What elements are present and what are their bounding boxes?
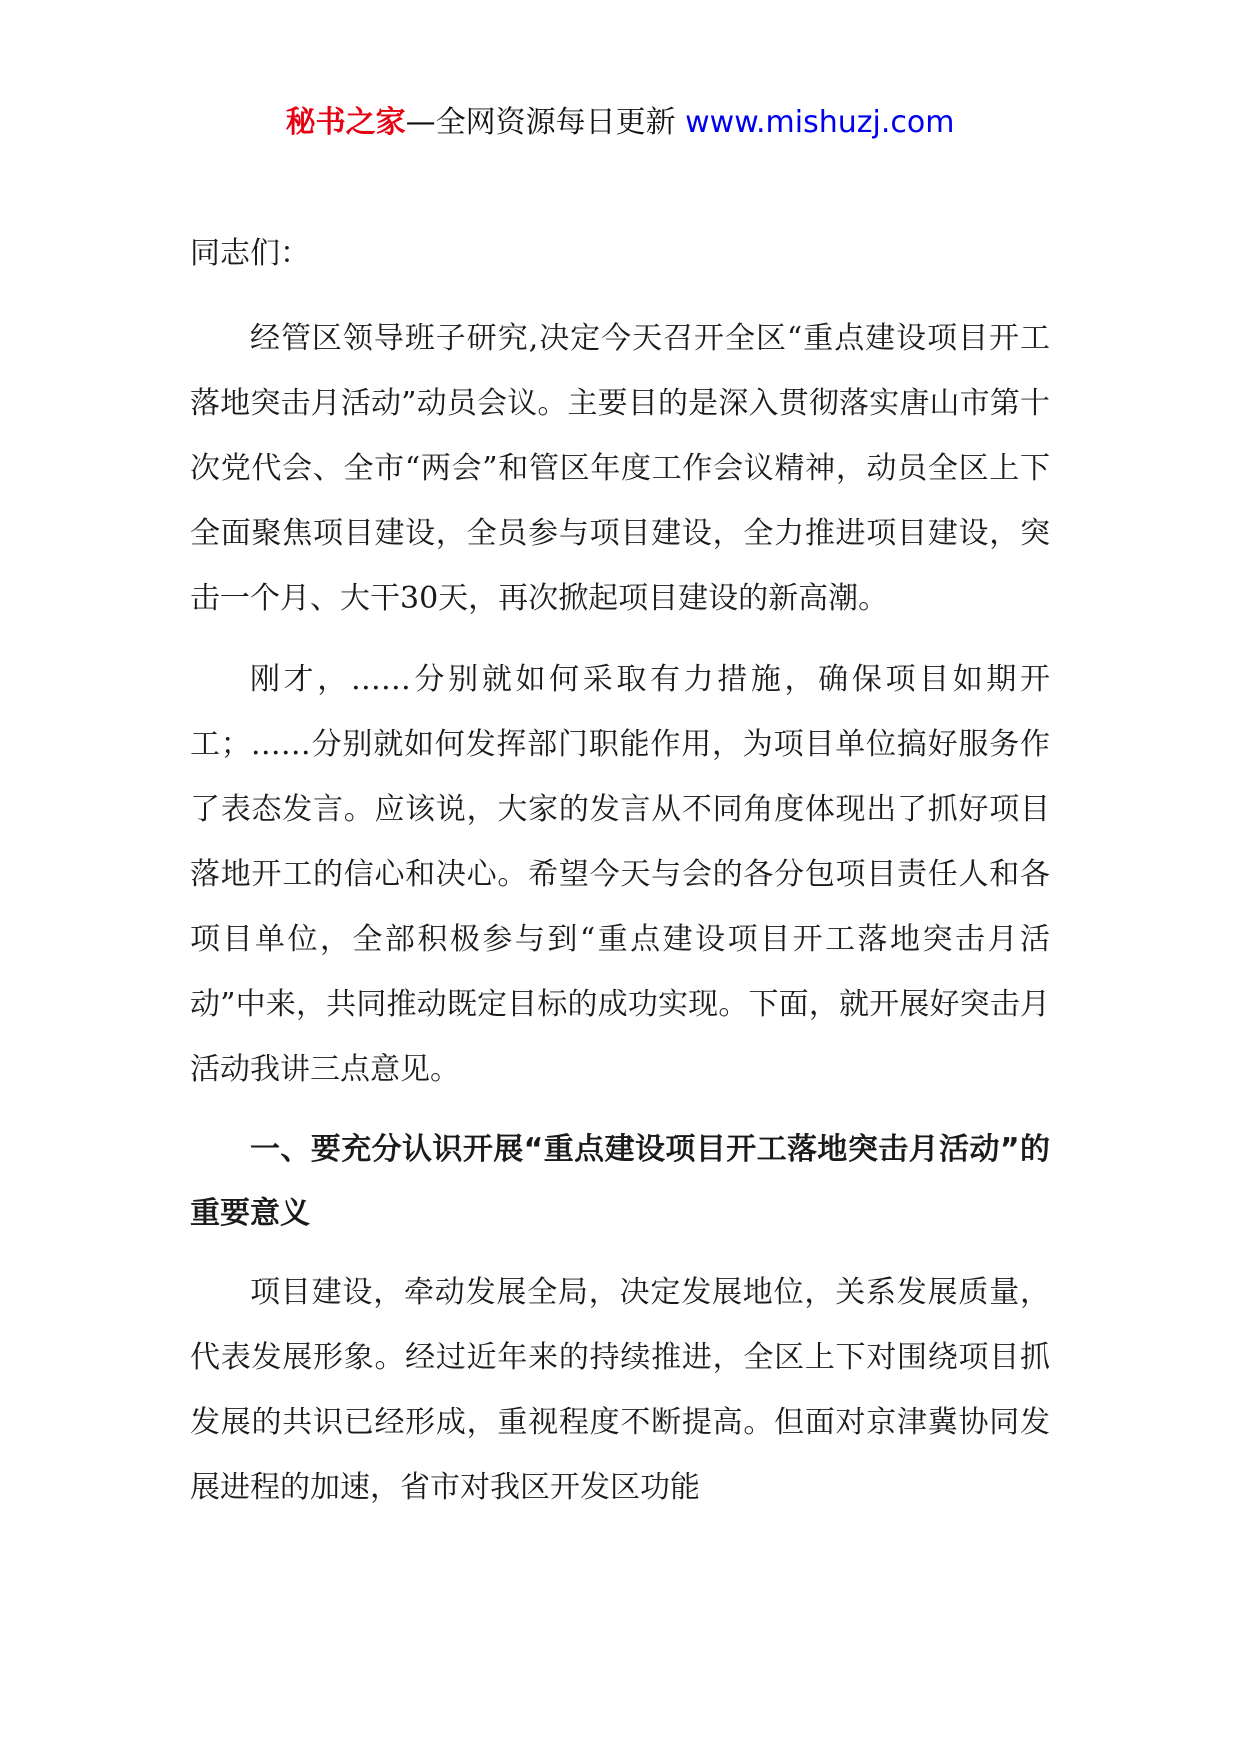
paragraph-section-one: 项目建设，牵动发展全局，决定发展地位，关系发展质量，代表发展形象。经过近年来的持续推进，全区上下对围绕项目抓发展的共识已经形成，重视程度不断提高。但面对京津冀协同发展进程的加速，省市对我区开发区功能	[190, 1275, 1050, 1505]
document-header	[0, 103, 1240, 143]
document-body	[190, 232, 1050, 1536]
header-tagline: —全网资源每日更新	[405, 105, 676, 140]
paragraph-intro: 经管区领导班子研究,决定今天召开全区“重点建设项目开工落地突击月活动”动员会议。主要目的是深入贯彻落实唐山市第十次党代会、全市“两会”和管区年度工作会议精神，动员全区上下全面聚焦项目建设，全员参与项目建设，全力推进项目建设，突击一个月、大干30天，再次掀起项目建设的新高潮。	[190, 321, 1050, 616]
brand-name: 秘书之家	[285, 105, 406, 140]
site-link[interactable]: www.mishuzj.com	[685, 105, 955, 140]
paragraph-speeches: 刚才，……分别就如何采取有力措施，确保项目如期开工；……分别就如何发挥部门职能作用，为项目单位搞好服务作了表态发言。应该说，大家的发言从不同角度体现出了抓好项目落地开工的信心和决心。希望今天与会的各分包项目责任人和各项目单位，全部积极参与到“重点建设项目开工落地突击月活动”中来，共同推动既定目标的成功实现。下面，就开展好突击月活动我讲三点意见。	[190, 662, 1050, 1087]
salutation: 同志们：	[190, 236, 310, 271]
section-heading: 一、要充分认识开展“重点建设项目开工落地突击月活动”的重要意义	[190, 1132, 1050, 1231]
